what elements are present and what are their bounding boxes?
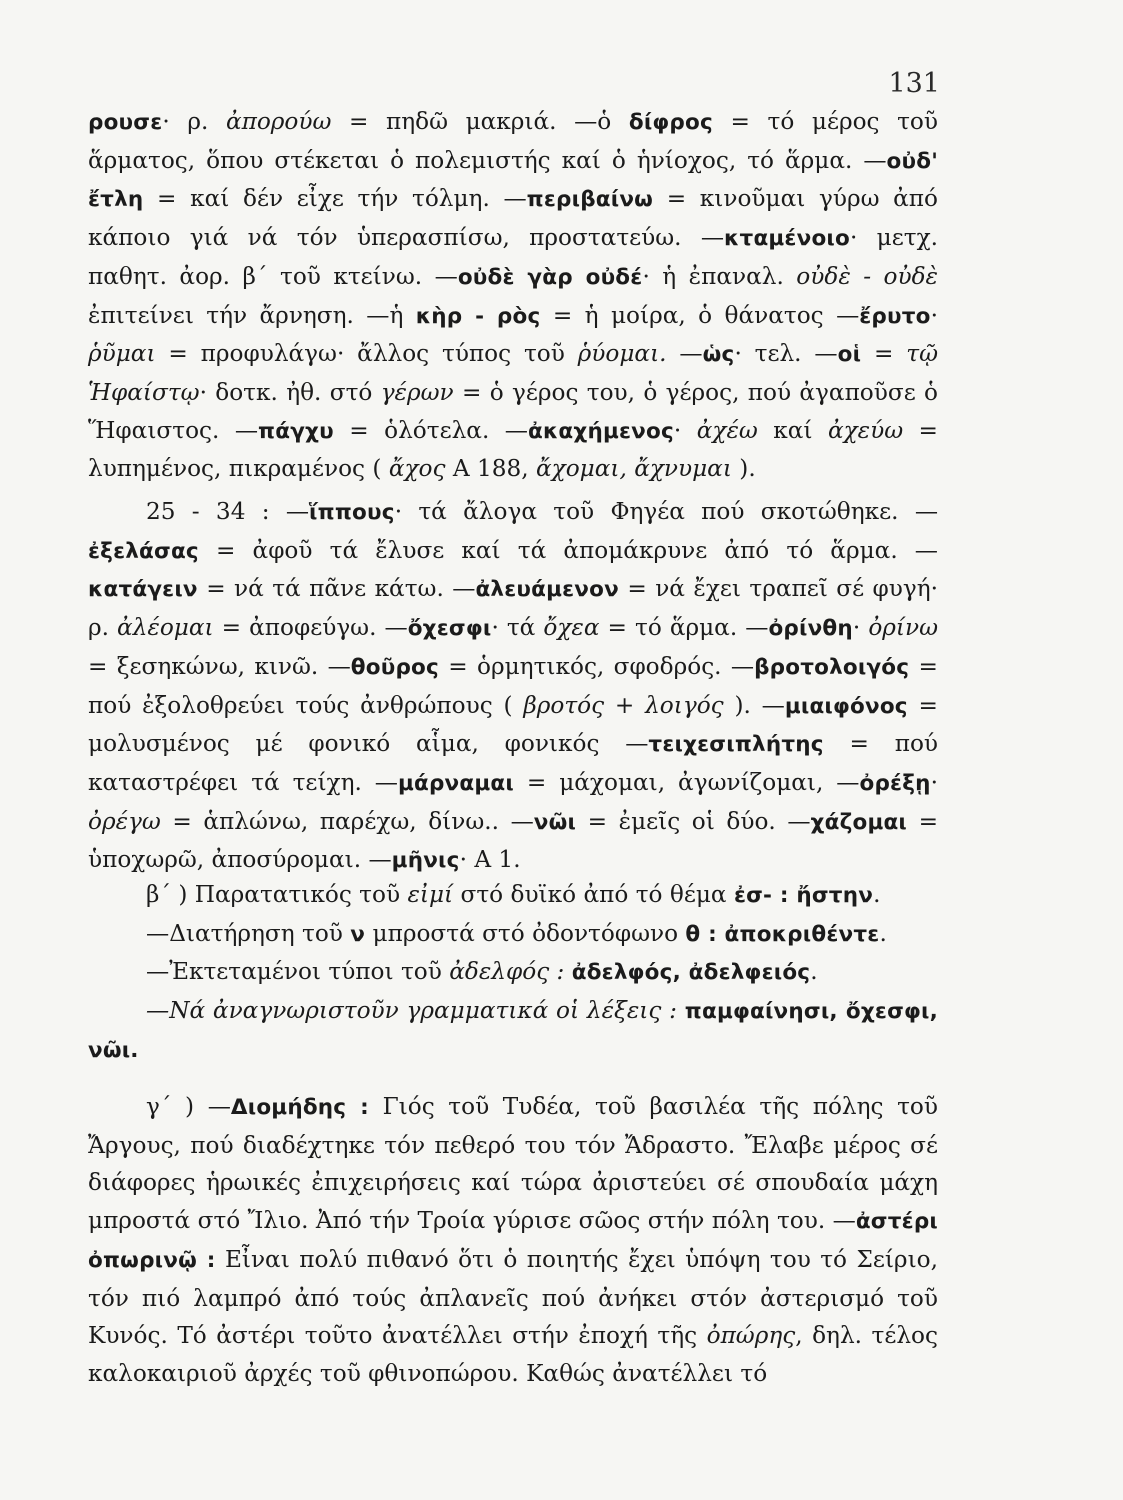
gloss-text: = ὑποχωρῶ, ἀποσύρομαι. —: [88, 807, 939, 874]
gloss-text: ἐπιτείνει τήν ἄρνηση. —ἡ: [88, 301, 416, 329]
lemma-term: οἱ: [837, 342, 862, 368]
gloss-text: · τά ἄλογα τοῦ Φηγέα πού σκοτώθηκε. —: [394, 498, 939, 525]
lemma-term: ἵππους: [309, 500, 395, 525]
gloss-text: = μολυσμένος μέ φονικό αἷμα, φονικός —: [88, 691, 938, 758]
gloss-text: ).: [731, 455, 756, 483]
lemma-term: ν: [350, 921, 366, 947]
gloss-text: ·: [852, 614, 869, 642]
italic-word: ἄχος: [388, 455, 446, 483]
gloss-text: = νά ἔχει τραπεῖ σέ φυγή· ρ.: [88, 575, 938, 642]
italic-word: ἀδελφός :: [449, 958, 565, 986]
paragraph-glossary-2: [88, 493, 938, 880]
note-line: [88, 915, 938, 954]
gloss-text: = πού καταστρέφει τά τείχη. —: [88, 730, 938, 796]
italic-word: ὀπώρης: [706, 1322, 796, 1350]
note-line: [88, 953, 938, 992]
gloss-text: = νά τά πᾶνε κάτω. —: [197, 575, 476, 603]
lemma-term: περιβαίνω: [526, 187, 654, 213]
lemma-term: θ : ἀποκριθέντε: [685, 921, 880, 947]
gloss-text: · δοτκ. ἠθ. στό: [199, 378, 381, 406]
gloss-text: [677, 997, 685, 1024]
gloss-text: =: [861, 340, 907, 368]
italic-word: ὀρίνω: [868, 614, 938, 642]
gloss-text: = τό ἅρμα. —: [599, 614, 769, 642]
italic-word: τῷ Ἡφαίστῳ: [88, 340, 939, 406]
lemma-term: πάγχυ: [258, 418, 334, 444]
gloss-text: = κινοῦμαι γύρω ἀπό κάποιο γιά νά τόν ὑπερασπίσω, προστατεύω. —: [88, 185, 938, 252]
note-line: [88, 992, 938, 1069]
gloss-text: γ΄ ) —: [146, 1093, 231, 1120]
lemma-term: χάζομαι: [810, 809, 908, 835]
gloss-text: [564, 958, 571, 985]
italic-word: οὐδὲ - οὐδὲ: [796, 262, 938, 290]
paragraph-commentary: [88, 1088, 938, 1393]
gloss-text: = καί δέν εἶχε τήν τόλμη. —: [143, 185, 527, 213]
gloss-text: = προφυλάγω· ἄλλος τύπος τοῦ: [155, 340, 578, 368]
lemma-term: ἀστέρι ὀπωρινῷ :: [88, 1209, 938, 1273]
lemma-term: τειχεσιπλήτης: [648, 732, 824, 758]
italic-word: ἀλέομαι: [117, 614, 214, 642]
gloss-text: = ξεσηκώνω, κινῶ. —: [88, 652, 351, 680]
gloss-text: ·: [930, 301, 939, 329]
lemma-term: ἐξελάσας: [88, 538, 199, 564]
italic-word: —Νά ἀναγνωριστοῦν γραμματικά οἱ λέξεις :: [146, 997, 677, 1025]
gloss-text: καί: [757, 416, 828, 444]
gloss-text: · τά: [491, 614, 544, 642]
gloss-text: = λυπημένος, πικραμένος (: [88, 416, 938, 483]
lemma-term: ρουσε: [88, 110, 163, 135]
gloss-text: ·: [930, 768, 939, 796]
gloss-text: = πού ἐξολοθρεύει τούς ἀνθρώπους (: [88, 652, 938, 719]
gloss-text: Α 188,: [445, 455, 536, 483]
lemma-term: ὡς: [702, 342, 735, 368]
gloss-text: = ὁλότελα. —: [333, 416, 528, 444]
lemma-term: δίφρος: [628, 110, 713, 135]
gloss-text: —Διατήρηση τοῦ: [146, 919, 351, 947]
lemma-term: μιαιφόνος: [784, 693, 908, 719]
gloss-text: .: [873, 881, 881, 908]
gloss-text: ·: [673, 416, 697, 444]
gloss-text: · ἡ ἐπαναλ.: [642, 262, 797, 290]
italic-word: ὀρέγω: [88, 807, 161, 835]
lemma-term: ὀρίνθη: [768, 616, 853, 642]
lemma-term: βροτολοιγός: [754, 654, 910, 680]
gloss-text: · μετχ. παθητ. ἀορ. β΄ τοῦ κτείνω. —: [88, 224, 938, 290]
gloss-text: 25 - 34 : —: [146, 498, 310, 525]
gloss-text: , δηλ. τέλος καλοκαιριοῦ ἀρχές τοῦ φθινοπώρου. Καθώς ἀνατέλλει τό: [88, 1322, 938, 1387]
italic-word: εἰμί: [407, 881, 454, 908]
gloss-text: .: [879, 919, 887, 947]
lemma-term: ἔρυτο: [859, 303, 931, 329]
lemma-term: οὐδ' ἔτλη: [88, 148, 938, 213]
italic-word: ἄχομαι, ἄχνυμαι: [535, 455, 732, 483]
gloss-text: = ἀποφεύγω. —: [213, 614, 408, 642]
paragraph-grammar-notes: [88, 876, 938, 1070]
lemma-term: ὄχεσφι: [407, 616, 492, 642]
italic-word: βροτός + λοιγός: [523, 691, 724, 719]
gloss-text: ). —: [723, 691, 785, 719]
gloss-text: Γιός τοῦ Τυδέα, τοῦ βασιλέα τῆς πόλης τοῦ Ἄργους, πού διαδέχτηκε τόν πεθερό του τόν Ἄδραστο. Ἔλαβε μέρος σέ διάφορες ἡρωικές ἐπιχειρήσεις καί τώρα ἀριστεύει σέ σπουδαία μάχη μπροστά στό Ἴλιο. Ἀπό τήν Τροία γύρισε σῶος στήν πόλη του. —: [88, 1093, 938, 1235]
lemma-term: παμφαίνησι, ὄχεσφι, νῶι.: [88, 999, 938, 1063]
lemma-term: θοῦρος: [350, 654, 439, 680]
gloss-text: = ἁπλώνω, παρέχω, δίνω.. —: [160, 807, 534, 835]
lemma-term: ἀλευάμενον: [475, 577, 619, 603]
italic-word: ἀχέω: [696, 416, 758, 444]
gloss-text: β΄ ) Παρατατικός τοῦ: [146, 881, 408, 908]
lemma-term: μῆνις: [391, 848, 460, 874]
lemma-term: κὴρ - ρὸς: [415, 303, 541, 329]
gloss-text: Εἶναι πολύ πιθανό ὅτι ὁ ποιητής ἔχει ὑπόψη του τό Σείριο, τόν πιό λαμπρό ἀπό τούς ἀπλανεῖς πού ἀνήκει στόν ἀστερισμό τοῦ Κυνός. Τό ἀστέρι τοῦτο ἀνατέλλει στήν ἐποχή τῆς: [88, 1245, 938, 1350]
gloss-text: —Ἐκτεταμένοι τύποι τοῦ: [146, 958, 450, 986]
gloss-text: = ὁρμητικός, σφοδρός. —: [438, 652, 755, 680]
italic-word: ἀπορούω: [225, 108, 332, 135]
gloss-text: = πηδῶ μακριά. —ὁ: [331, 108, 629, 135]
gloss-text: = ἀφοῦ τά ἔλυσε καί τά ἀπομάκρυνε ἀπό τό ἅρμα. —: [198, 536, 938, 564]
lemma-term: Διομήδης :: [230, 1095, 369, 1120]
lemma-term: ἀδελφός, ἀδελφειός: [571, 960, 811, 986]
lemma-term: μάρναμαι: [397, 770, 514, 796]
gloss-text: μπροστά στό ὀδοντόφωνο: [365, 919, 686, 947]
page-number: 131: [888, 68, 940, 99]
gloss-text: = τό μέρος τοῦ ἅρματος, ὅπου στέκεται ὁ πολεμιστής καί ὁ ἡνίοχος, τό ἅρμα. —: [88, 108, 938, 174]
gloss-text: · ρ.: [162, 108, 226, 135]
lemma-term: ἐσ- : ἤστην: [733, 883, 874, 908]
gloss-text: .: [810, 958, 818, 986]
italic-word: ῥῦμαι: [88, 340, 156, 368]
gloss-text: —: [666, 340, 703, 368]
lemma-term: ὀρέξῃ: [859, 770, 931, 796]
gloss-text: · τελ. —: [734, 340, 838, 368]
gloss-text: = ἡ μοίρα, ὁ θάνατος —: [540, 301, 860, 329]
gloss-text: · Α 1.: [459, 846, 521, 874]
lemma-term: νῶι: [533, 809, 577, 835]
note-line: [88, 876, 938, 915]
italic-word: ῥύομαι.: [577, 340, 667, 368]
italic-word: ἀχεύω: [827, 416, 904, 444]
gloss-text: = ἐμεῖς οἱ δύο. —: [576, 807, 811, 835]
gloss-text: = μάχομαι, ἀγωνίζομαι, —: [513, 768, 860, 796]
italic-word: γέρων: [380, 378, 454, 406]
italic-word: ὄχεα: [543, 614, 600, 642]
lemma-term: κατάγειν: [88, 577, 198, 603]
gloss-text: = ὁ γέρος του, ὁ γέρος, πού ἀγαποῦσε ὁ Ἥφαιστος. —: [88, 378, 938, 444]
lemma-term: κταμένοιο: [724, 226, 850, 252]
gloss-text: στό δυϊκό ἀπό τό θέμα: [453, 881, 734, 908]
paragraph-glossary-1: [88, 103, 938, 488]
lemma-term: οὐδὲ γὰρ οὐδέ: [457, 264, 643, 290]
lemma-term: ἀκαχήμενος: [527, 418, 674, 444]
